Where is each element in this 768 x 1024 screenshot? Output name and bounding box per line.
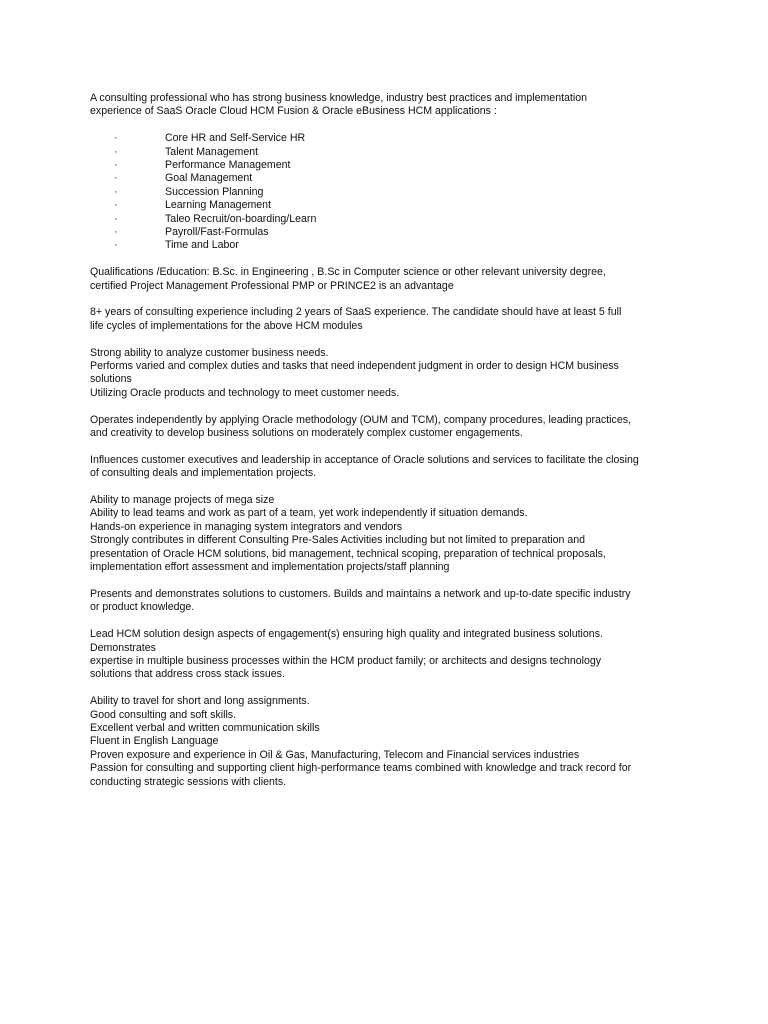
text-line: Utilizing Oracle products and technology to meet customer needs. [90, 386, 400, 399]
text-line: conducting strategic sessions with clients. [90, 775, 287, 788]
text-line: Hands-on experience in managing system integrators and vendors [90, 520, 403, 533]
bullet-icon: · [114, 199, 118, 212]
text-line: of consulting deals and implementation projects. [90, 467, 317, 480]
list-item [90, 132, 690, 145]
document-page [90, 92, 690, 802]
text-line: solutions [90, 373, 132, 386]
text-line: Operates independently by applying Oracle methodology (OUM and TCM), company procedures, leading practices, [90, 413, 631, 426]
text-line: experience of SaaS Oracle Cloud HCM Fusion & Oracle eBusiness HCM applications : [90, 105, 497, 118]
list-item-label: Core HR and Self-Service HR [165, 132, 306, 145]
solution-design-paragraph [90, 628, 690, 682]
list-item-label: Payroll/Fast-Formulas [165, 226, 269, 239]
project-management-paragraph [90, 494, 690, 574]
list-item-label: Learning Management [165, 199, 272, 212]
text-line: Strongly contributes in different Consulting Pre-Sales Activities including but not limited to preparation and [90, 534, 586, 547]
skills-paragraph [90, 695, 690, 789]
list-item [90, 199, 690, 212]
text-line: Influences customer executives and leadership in acceptance of Oracle solutions and services to facilitate the closing [90, 453, 639, 466]
text-line: Demonstrates [90, 641, 156, 654]
list-item [90, 172, 690, 185]
bullet-icon: · [114, 185, 118, 198]
qualifications-paragraph [90, 266, 690, 293]
list-item-label: Taleo Recruit/on-boarding/Learn [165, 212, 317, 225]
list-item-label: Performance Management [165, 159, 291, 172]
list-item-label: Talent Management [165, 145, 259, 158]
bullet-icon: · [114, 226, 118, 239]
text-line: Presents and demonstrates solutions to customers. Builds and maintains a network and up-to-date specific industry [90, 587, 631, 600]
text-line: or product knowledge. [90, 601, 195, 614]
list-item-label: Goal Management [165, 172, 253, 185]
text-line: solutions that address cross stack issues. [90, 668, 285, 681]
bullet-icon: · [114, 212, 118, 225]
text-line: Performs varied and complex duties and tasks that need independent judgment in order to design HCM business [90, 360, 619, 373]
bullet-icon: · [114, 239, 118, 252]
intro-paragraph [90, 92, 690, 119]
text-line: Ability to lead teams and work as part of a team, yet work independently if situation demands. [90, 507, 528, 520]
text-line: Qualifications /Education: B.Sc. in Engineering , B.Sc in Computer science or other relevant university degree, [90, 266, 606, 279]
bullet-icon: · [114, 172, 118, 185]
list-item-label: Time and Labor [165, 239, 239, 252]
text-line: Fluent in English Language [90, 735, 219, 748]
text-line: Passion for consulting and supporting client high-performance teams combined with knowledge and track record for [90, 762, 632, 775]
text-line: and creativity to develop business solutions on moderately complex customer engagements. [90, 427, 523, 440]
text-line: Lead HCM solution design aspects of engagement(s) ensuring high quality and integrated business solutions. [90, 628, 603, 641]
text-line: Ability to travel for short and long assignments. [90, 695, 310, 708]
text-line: A consulting professional who has strong business knowledge, industry best practices and implementation [90, 92, 588, 104]
text-line: Strong ability to analyze customer business needs. [90, 346, 329, 359]
list-item-label: Succession Planning [165, 185, 264, 198]
text-line: Ability to manage projects of mega size [90, 494, 275, 507]
text-line: 8+ years of consulting experience including 2 years of SaaS experience. The candidate should have at least 5 full [90, 306, 622, 319]
text-line: certified Project Management Professional PMP or PRINCE2 is an advantage [90, 279, 454, 292]
influence-paragraph [90, 454, 690, 481]
bullet-icon: · [114, 132, 118, 145]
text-line: implementation effort assessment and implementation projects/staff planning [90, 561, 450, 574]
methodology-paragraph [90, 414, 690, 441]
list-item [90, 186, 690, 199]
list-item [90, 146, 690, 159]
list-item [90, 239, 690, 252]
bullet-icon: · [114, 145, 118, 158]
text-line: Good consulting and soft skills. [90, 708, 237, 721]
experience-paragraph [90, 306, 690, 333]
text-line: life cycles of implementations for the above HCM modules [90, 319, 363, 332]
text-line: presentation of Oracle HCM solutions, bid management, technical scoping, preparation of technical proposals, [90, 547, 606, 560]
text-line: expertise in multiple business processes within the HCM product family; or architects and designs technology [90, 654, 602, 667]
analysis-paragraph [90, 347, 690, 401]
bullet-icon: · [114, 159, 118, 172]
text-line: Excellent verbal and written communication skills [90, 721, 320, 734]
list-item [90, 213, 690, 226]
list-item [90, 226, 690, 239]
list-item [90, 159, 690, 172]
presentation-paragraph [90, 588, 690, 615]
text-line: Proven exposure and experience in Oil & Gas, Manufacturing, Telecom and Financial services industries [90, 748, 580, 761]
hcm-modules-list [90, 132, 690, 253]
